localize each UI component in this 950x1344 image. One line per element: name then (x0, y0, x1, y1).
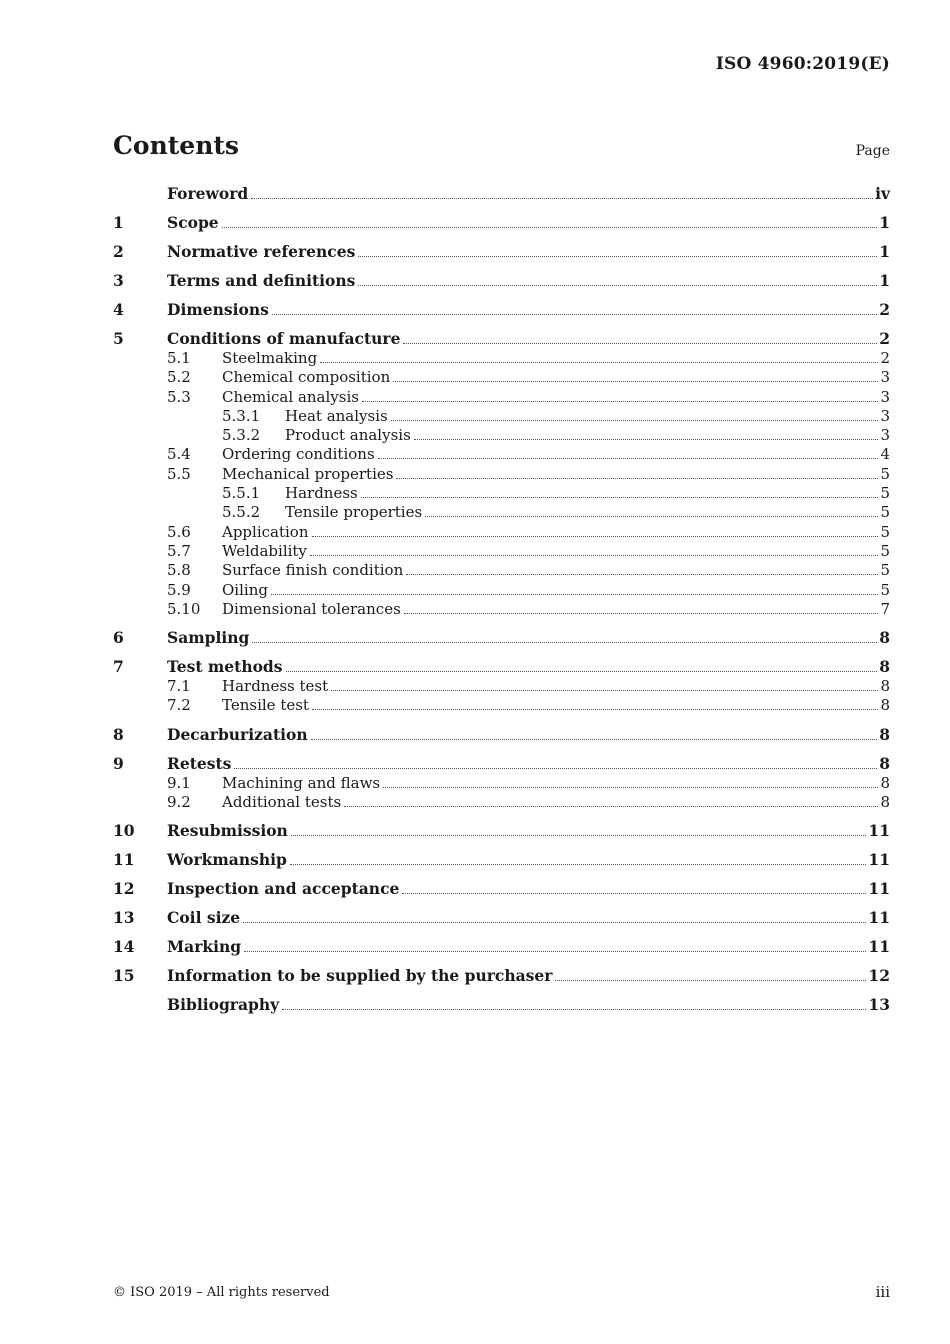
dot-leader (396, 477, 878, 479)
toc-entry-number: 9.1 (167, 773, 191, 792)
toc-entry[interactable] (113, 426, 890, 445)
toc-entry-number: 5 (113, 329, 124, 348)
dot-leader (251, 197, 873, 199)
dot-leader (425, 515, 878, 517)
dot-leader (402, 892, 866, 894)
toc-entry-page: 11 (868, 821, 890, 841)
toc-entry-title: Terms and definitions (167, 271, 356, 290)
toc-entry-title: Product analysis (285, 426, 411, 445)
toc-entry[interactable] (113, 850, 890, 870)
toc-entry-page: 13 (868, 995, 890, 1015)
toc-entry-page: 3 (880, 368, 890, 387)
toc-entry-page: 8 (880, 677, 890, 696)
page-number: iii (875, 1283, 890, 1301)
toc-entry-page: 8 (880, 793, 890, 812)
toc-entry-page: 11 (868, 850, 890, 870)
toc-entry-title: Tensile properties (285, 503, 423, 522)
toc-entry-number: 5.1 (167, 349, 191, 367)
dot-leader (404, 612, 879, 614)
toc-entry-title: Sampling (167, 628, 250, 648)
toc-entry-page: 8 (879, 724, 890, 744)
toc-entry-title: Chemical composition (222, 368, 391, 387)
toc-entry[interactable] (113, 628, 890, 648)
toc-entry[interactable] (113, 561, 890, 580)
toc-entry-title: Mechanical properties (222, 464, 394, 483)
toc-entry-page: 8 (879, 753, 890, 773)
dot-leader (391, 419, 879, 421)
toc-entry-number: 15 (113, 966, 135, 986)
toc-entry-page: 8 (879, 657, 890, 677)
dot-leader (286, 670, 878, 672)
toc-entry[interactable] (113, 821, 890, 841)
toc-entry-page: 5 (880, 464, 890, 483)
toc-entry-number: 9 (113, 753, 124, 773)
toc-entry-page: 3 (880, 387, 890, 406)
toc-entry-title: Surface finish condition (222, 561, 404, 580)
toc-entry-page: 3 (880, 406, 890, 425)
toc-entry-number: 10 (113, 821, 135, 841)
toc-entry-title: Machining and flaws (222, 773, 381, 792)
toc-entry[interactable] (113, 407, 890, 426)
toc-entry-title: Information to be supplied by the purchaser (167, 966, 553, 986)
toc-entry[interactable] (113, 542, 890, 561)
document-id: ISO 4960:2019(E) (715, 54, 890, 74)
toc-entry-page: 3 (880, 426, 890, 445)
toc-entry-number: 8 (113, 724, 124, 744)
dot-leader (244, 950, 866, 952)
toc-entry[interactable] (113, 725, 890, 745)
toc-entry-page: 2 (880, 349, 890, 367)
toc-entry-title: Foreword (167, 184, 249, 203)
toc-entry-page: 8 (880, 696, 890, 715)
toc-entry[interactable] (113, 995, 890, 1015)
toc-entry-page: 5 (880, 580, 890, 599)
toc-entry-number: 7.1 (167, 677, 191, 696)
toc-entry[interactable] (113, 445, 890, 464)
toc-entry-number: 4 (113, 300, 124, 319)
toc-entry-title: Chemical analysis (222, 387, 359, 406)
toc-entry-number: 11 (113, 850, 135, 870)
toc-entry[interactable] (113, 966, 890, 986)
toc-entry-page: 5 (880, 503, 890, 522)
toc-entry[interactable] (113, 465, 890, 484)
dot-leader (414, 438, 879, 440)
toc-entry-title: Tensile test (222, 696, 309, 715)
toc-entry-title: Heat analysis (285, 406, 388, 425)
toc-entry-title: Conditions of manufacture (167, 329, 401, 348)
dot-leader (344, 805, 878, 807)
dot-leader (291, 834, 867, 836)
toc-entry[interactable] (113, 349, 890, 368)
toc-entry-number: 13 (113, 908, 135, 928)
toc-entry-number: 5.3.1 (222, 406, 261, 425)
dot-leader (406, 573, 878, 575)
toc-entry-page: 11 (868, 937, 890, 957)
dot-leader (310, 554, 879, 556)
toc-entry-title: Oiling (222, 580, 268, 599)
toc-entry-page: 4 (880, 445, 890, 464)
toc-entry-number: 14 (113, 937, 135, 957)
toc-entry-title: Weldability (222, 541, 307, 560)
toc-entry[interactable] (113, 600, 890, 619)
toc-entry[interactable] (113, 271, 890, 291)
dot-leader (331, 689, 878, 691)
toc-entry-title: Decarburization (167, 724, 308, 744)
toc-entry[interactable] (113, 368, 890, 387)
dot-leader (393, 380, 878, 382)
dot-leader (312, 535, 879, 537)
toc-entry-page: 8 (879, 628, 890, 648)
toc-entry-number: 1 (113, 213, 124, 232)
dot-leader (320, 361, 878, 363)
toc-entry-number: 2 (113, 242, 124, 261)
toc-entry-number: 5.4 (167, 445, 191, 464)
toc-entry-title: Inspection and acceptance (167, 879, 400, 899)
copyright-notice: © ISO 2019 – All rights reserved (113, 1285, 330, 1300)
dot-leader (362, 400, 878, 402)
dot-leader (234, 767, 877, 769)
toc-entry-number: 3 (113, 271, 124, 290)
toc-entry-number: 5.8 (167, 561, 191, 580)
dot-leader (555, 979, 866, 981)
toc-entry-page: 2 (879, 329, 890, 348)
dot-leader (222, 226, 878, 228)
toc-entry-page: 5 (880, 561, 890, 580)
dot-leader (358, 284, 877, 286)
dot-leader (290, 863, 867, 865)
toc-entry-title: Ordering conditions (222, 445, 375, 464)
toc-entry-title: Hardness test (222, 677, 329, 696)
toc-entry-number: 5.10 (167, 599, 201, 618)
toc-entry-number: 5.3.2 (222, 426, 261, 445)
toc-entry-page: 5 (880, 484, 890, 503)
toc-entry-number: 5.9 (167, 580, 191, 599)
dot-leader (243, 921, 866, 923)
toc-entry-page: 12 (868, 966, 890, 986)
toc-entry[interactable] (113, 879, 890, 899)
toc-entry[interactable] (113, 213, 890, 233)
toc-entry-title: Application (222, 522, 309, 541)
toc-entry[interactable] (113, 908, 890, 928)
toc-entry[interactable] (113, 523, 890, 542)
toc-entry-number: 5.5 (167, 464, 191, 483)
toc-entry-page: 1 (879, 213, 890, 232)
dot-leader (311, 738, 878, 740)
toc-entry-page: 1 (879, 271, 890, 290)
toc-entry[interactable] (113, 754, 890, 774)
toc-entry-title: Scope (167, 213, 219, 232)
dot-leader (312, 708, 879, 710)
toc-entry-number: 12 (113, 879, 135, 899)
page-column-label: Page (855, 143, 890, 159)
toc-entry-page: 7 (880, 599, 890, 618)
dot-leader (403, 342, 877, 344)
toc-entry-title: Marking (167, 937, 242, 957)
dot-leader (358, 255, 877, 257)
toc-entry-number: 7.2 (167, 696, 191, 715)
dot-leader (271, 593, 879, 595)
toc-entry-title: Hardness (285, 484, 358, 503)
toc-entry[interactable] (113, 184, 890, 204)
dot-leader (383, 786, 878, 788)
toc-entry-title: Dimensional tolerances (222, 599, 401, 618)
dot-leader (361, 496, 879, 498)
toc-entry-title: Additional tests (222, 793, 342, 812)
toc-entry[interactable] (113, 581, 890, 600)
toc-entry-page: 2 (879, 300, 890, 319)
toc-entry-page: 5 (880, 541, 890, 560)
toc-entry-number: 5.5.2 (222, 503, 261, 522)
toc-entry[interactable] (113, 657, 890, 677)
toc-entry-title: Retests (167, 753, 232, 773)
toc-entry-number: 5.7 (167, 541, 191, 560)
toc-entry-number: 5.5.1 (222, 484, 261, 503)
toc-entry-title: Dimensions (167, 300, 269, 319)
toc-entry[interactable] (113, 793, 890, 812)
toc-entry-page: 11 (868, 879, 890, 899)
toc-entry-title: Bibliography (167, 995, 280, 1015)
dot-leader (282, 1008, 866, 1010)
toc-entry-number: 9.2 (167, 793, 191, 812)
toc-entry-title: Steelmaking (222, 349, 318, 367)
toc-entry-page: 8 (880, 773, 890, 792)
toc-entry[interactable] (113, 696, 890, 715)
toc-entry-page: 1 (879, 242, 890, 261)
toc-entry-page: 11 (868, 908, 890, 928)
dot-leader (252, 641, 877, 643)
toc-entry-number: 5.3 (167, 387, 191, 406)
toc-entry[interactable] (113, 329, 890, 349)
toc-entry[interactable] (113, 774, 890, 793)
toc-entry-title: Test methods (167, 657, 283, 677)
toc-entry[interactable] (113, 937, 890, 957)
toc-entry-page: iv (875, 184, 890, 203)
toc-entry-number: 7 (113, 657, 124, 677)
toc-entry[interactable] (113, 503, 890, 522)
toc-entry[interactable] (113, 242, 890, 262)
dot-leader (272, 313, 877, 315)
toc-entry-number: 5.2 (167, 368, 191, 387)
toc-entry-number: 5.6 (167, 522, 191, 541)
toc-entry[interactable] (113, 300, 890, 320)
toc-entry[interactable] (113, 677, 890, 696)
table-of-contents (113, 184, 890, 1015)
toc-entry-number: 6 (113, 628, 124, 648)
contents-heading: Contents (113, 131, 240, 160)
toc-entry-title: Normative references (167, 242, 356, 261)
toc-entry-title: Coil size (167, 908, 241, 928)
dot-leader (378, 457, 879, 459)
toc-entry-title: Resubmission (167, 821, 288, 841)
toc-entry-title: Workmanship (167, 850, 287, 870)
toc-entry[interactable] (113, 484, 890, 503)
toc-entry-page: 5 (880, 522, 890, 541)
toc-entry[interactable] (113, 388, 890, 407)
